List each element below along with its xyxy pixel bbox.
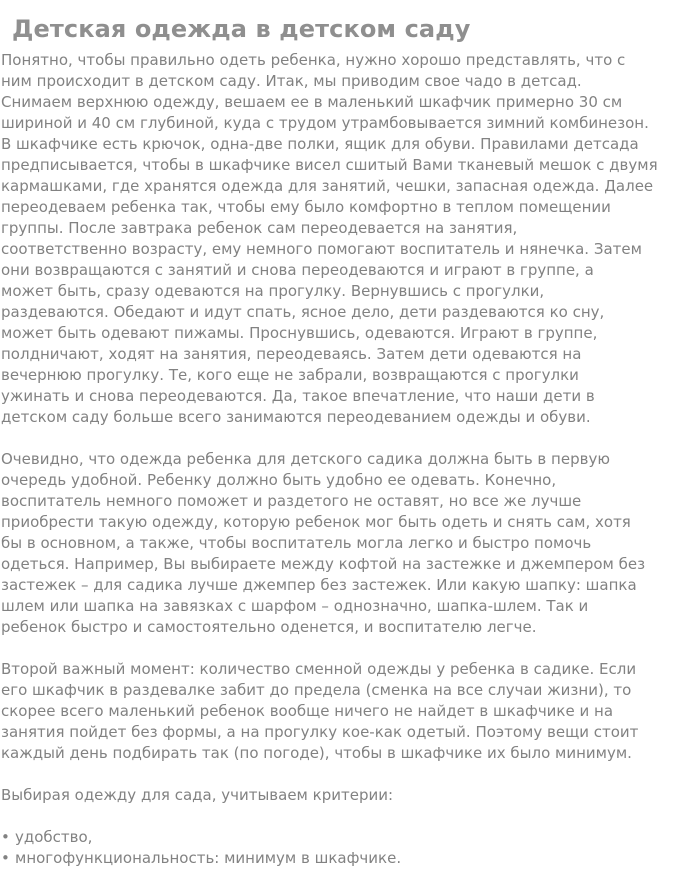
- paragraph-line: Очевидно, что одежда ребенка для детского садика должна быть в первую: [1, 450, 610, 468]
- paragraph-line: переодеваем ребенка так, чтобы ему было комфортно в теплом помещении: [1, 198, 611, 216]
- paragraph-line: его шкафчик в раздевалке забит до предела (сменка на все случаи жизни), то: [1, 681, 632, 699]
- paragraph-line: ужинать и снова переодеваются. Да, такое впечатление, что наши дети в: [1, 387, 595, 405]
- paragraph-line: застежек – для садика лучше джемпер без застежек. Или какую шапку: шапка: [1, 576, 637, 594]
- paragraph-line: полдничают, ходят на занятия, переодеваясь. Затем дети одеваются на: [1, 345, 582, 363]
- paragraph-line: предписывается, чтобы в шкафчике висел сшитый Вами тканевый мешок с двумя: [1, 156, 658, 174]
- paragraph-line: вечернюю прогулку. Те, кого еще не забрали, возвращаются с прогулки: [1, 366, 579, 384]
- paragraph-1: [1, 50, 700, 428]
- paragraph-line: занятия пойдет без формы, а на прогулку кое-как одетый. Поэтому вещи стоит: [1, 723, 639, 741]
- paragraph-line: соответственно возрасту, ему немного помогают воспитатель и нянечка. Затем: [1, 240, 642, 258]
- paragraph-2: [1, 449, 700, 638]
- paragraph-line: скорее всего маленький ребенок вообще ничего не найдет в шкафчике и на: [1, 702, 614, 720]
- paragraph-line: ребенок быстро и самостоятельно оденется, и воспитателю легче.: [1, 618, 537, 636]
- paragraph-3: [1, 659, 700, 764]
- paragraph-4: [1, 785, 700, 806]
- paragraph-line: может быть одевают пижамы. Проснувшись, одеваются. Играют в группе,: [1, 324, 598, 342]
- article-body: [0, 50, 700, 869]
- paragraph-line: группы. После завтрака ребенок сам переодевается на занятия,: [1, 219, 518, 237]
- list-item-text: удобство,: [15, 828, 93, 846]
- list-item: [1, 848, 700, 869]
- paragraph-line: может быть, сразу одеваются на прогулку. Вернувшись с прогулки,: [1, 282, 545, 300]
- paragraph-line: одеться. Например, Вы выбираете между кофтой на застежке и джемпером без: [1, 555, 646, 573]
- paragraph-line: В шкафчике есть крючок, одна-две полки, ящик для обуви. Правилами детсада: [1, 135, 639, 153]
- paragraph-line: Выбирая одежду для сада, учитываем критерии:: [1, 786, 394, 804]
- paragraph-line: Второй важный момент: количество сменной одежды у ребенка в садике. Если: [1, 660, 637, 678]
- paragraph-line: раздеваются. Обедают и идут спать, ясное дело, дети раздеваются ко сну,: [1, 303, 605, 321]
- paragraph-line: детском саду больше всего занимаются переодеванием одежды и обуви.: [1, 408, 591, 426]
- paragraph-line: ним происходит в детском саду. Итак, мы приводим свое чадо в детсад.: [1, 72, 582, 90]
- paragraph-line: приобрести такую одежду, которую ребенок мог быть одеть и снять сам, хотя: [1, 513, 631, 531]
- paragraph-line: они возвращаются с занятий и снова переодеваются и играют в группе, а: [1, 261, 594, 279]
- paragraph-line: воспитатель немного поможет и раздетого не оставят, но все же лучше: [1, 492, 582, 510]
- paragraph-line: каждый день подбирать так (по погоде), чтобы в шкафчике их было минимум.: [1, 744, 632, 762]
- bullet-icon: •: [1, 849, 10, 867]
- paragraph-line: кармашками, где хранятся одежда для занятий, чешки, запасная одежда. Далее: [1, 177, 654, 195]
- paragraph-line: шлем или шапка на завязках с шарфом – однозначно, шапка-шлем. Так и: [1, 597, 589, 615]
- paragraph-line: шириной и 40 см глубиной, куда с трудом утрамбовывается зимний комбинезон.: [1, 114, 649, 132]
- paragraph-line: очередь удобной. Ребенку должно быть удобно ее одевать. Конечно,: [1, 471, 557, 489]
- list-item: [1, 827, 700, 848]
- criteria-list: [1, 827, 700, 869]
- paragraph-line: Понятно, чтобы правильно одеть ребенка, нужно хорошо представлять, что с: [1, 51, 626, 69]
- paragraph-line: бы в основном, а также, чтобы воспитатель могла легко и быстро помочь: [1, 534, 592, 552]
- list-item-text: многофункциональность: минимум в шкафчике.: [15, 849, 402, 867]
- paragraph-line: Снимаем верхнюю одежду, вешаем ее в маленький шкафчик примерно 30 см: [1, 93, 623, 111]
- bullet-icon: •: [1, 828, 10, 846]
- article-title: Детская одежда в детском саду: [12, 15, 471, 43]
